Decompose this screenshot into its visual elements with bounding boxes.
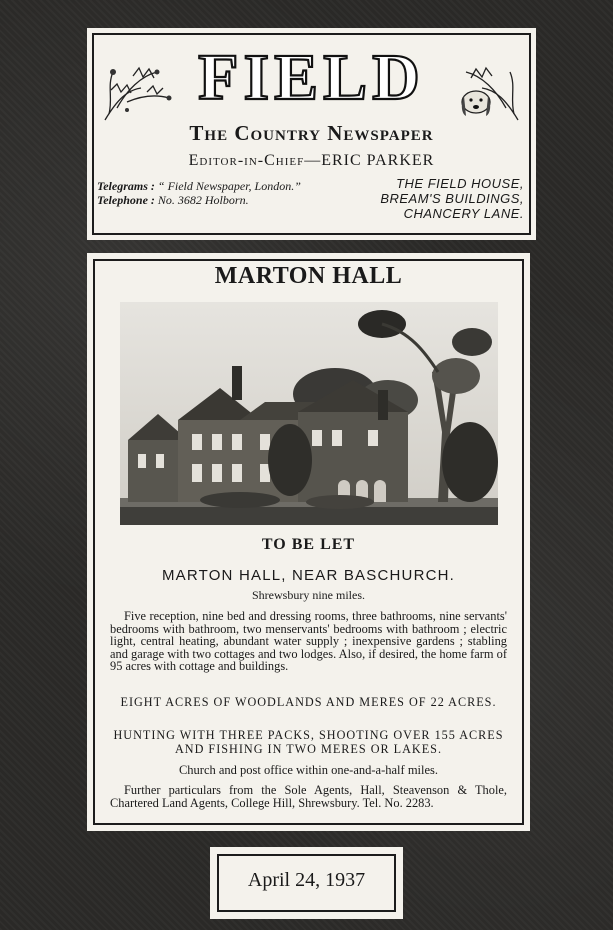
woodlands-line: EIGHT ACRES OF WOODLANDS AND MERES OF 22 ACRES. [120, 695, 497, 709]
masthead [87, 28, 536, 240]
property-advert [87, 253, 530, 831]
date-label [210, 847, 403, 919]
telegrams-label: Telegrams : [97, 179, 155, 193]
location-line: MARTON HALL, NEAR BASCHURCH. [161, 567, 456, 584]
church-line: Church and post office within one-and-a-half miles. [178, 763, 439, 777]
address-line: THE FIELD HOUSE, [396, 176, 524, 191]
hunting-line: HUNTING WITH THREE PACKS, SHOOTING OVER 155 ACRES AND FISHING IN TWO MERES OR LAKES. [113, 728, 504, 756]
contact-block [97, 179, 301, 207]
editor-line: Editor-in-Chief—ERIC PARKER [188, 152, 435, 169]
particulars-paragraph: Further particulars from the Sole Agents, Hall, Steavenson & Thole, Chartered Land Agents, College Hill, Shrewsbury. Tel. No. 2283. [110, 783, 507, 810]
newspaper-title: FIELD [198, 41, 425, 114]
house-photo [120, 302, 498, 525]
to-let-heading: TO BE LET [261, 536, 356, 553]
distance-line: Shrewsbury nine miles. [252, 588, 365, 602]
telegrams-value: “ Field Newspaper, London.” [157, 179, 301, 193]
address-block [380, 176, 524, 221]
address-line: CHANCERY LANE. [403, 206, 524, 221]
newspaper-subtitle: The Country Newspaper [189, 121, 434, 145]
advert-title: MARTON HALL [214, 263, 403, 289]
telephone-value: No. 3682 Holborn. [157, 193, 249, 207]
description-paragraph: Five reception, nine bed and dressing rooms, three bathrooms, nine servants' bedrooms with bathroom, two menservants' bedrooms with bathroom ; electric light, central heating, abundant water supply ; inexpensive gardens ; stabling and garage with two cottages and two lodges. Also, if desired, the home farm of 95 acres with cottage and buildings. [110, 609, 507, 673]
telephone-label: Telephone : [97, 193, 155, 207]
address-line: BREAM'S BUILDINGS, [380, 191, 524, 206]
issue-date: April 24, 1937 [247, 869, 366, 891]
